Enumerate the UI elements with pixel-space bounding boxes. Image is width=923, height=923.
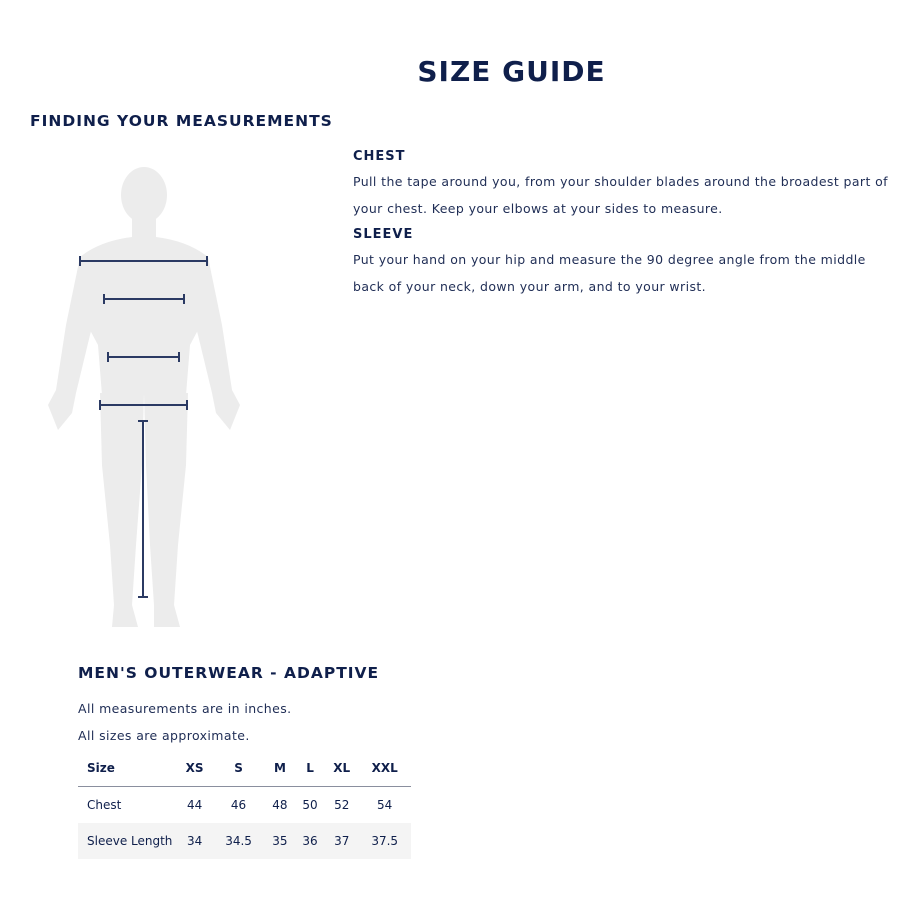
table-cell: 37 (325, 823, 358, 859)
sleeve-instructions: Put your hand on your hip and measure the 90 degree angle from the middle back of your neck, down your arm, and to your wrist. (353, 252, 866, 294)
table-cell: 50 (302, 798, 318, 812)
table-cell: 52 (334, 798, 350, 812)
figure-neck (132, 217, 156, 239)
table-cell: 34.5 (212, 823, 265, 859)
sleeve-heading: SLEEVE (353, 227, 414, 242)
size-chart-table (78, 750, 411, 859)
figure-left-leg (100, 393, 144, 627)
table-cell: 36 (295, 823, 325, 859)
header-xs: XS (177, 750, 212, 787)
page-title: SIZE GUIDE (417, 55, 606, 88)
figure-head (121, 167, 167, 223)
table-row-sleeve-length (78, 823, 411, 859)
header-xxl: XXL (358, 750, 411, 787)
table-cell: 37.5 (358, 823, 411, 859)
header-l: L (295, 750, 325, 787)
section-heading: FINDING YOUR MEASUREMENTS (30, 112, 333, 130)
header-size: Size (78, 750, 177, 787)
figure-right-leg (144, 393, 188, 627)
units-note: All measurements are in inches. (78, 701, 292, 716)
body-figure-illustration (40, 165, 250, 635)
chest-heading: CHEST (353, 149, 406, 164)
header-xl: XL (325, 750, 358, 787)
table-cell: 34 (177, 823, 212, 859)
table-cell: 44 (186, 798, 203, 812)
approximate-note: All sizes are approximate. (78, 728, 250, 743)
header-m: M (265, 750, 295, 787)
row-label: Sleeve Length (78, 823, 177, 859)
table-row-chest (78, 787, 411, 824)
table-cell: 46 (230, 798, 247, 812)
table-cell: 54 (377, 798, 393, 812)
product-title: MEN'S OUTERWEAR - ADAPTIVE (78, 664, 380, 682)
row-label: Chest (87, 798, 122, 812)
table-header-row (78, 750, 411, 787)
table-cell: 35 (265, 823, 295, 859)
header-s: S (212, 750, 265, 787)
chest-instructions: Pull the tape around you, from your shoulder blades around the broadest part of your chest. Keep your elbows at your sides to measure. (353, 174, 888, 216)
measurement-instructions (353, 148, 893, 304)
table-cell: 48 (272, 798, 288, 812)
